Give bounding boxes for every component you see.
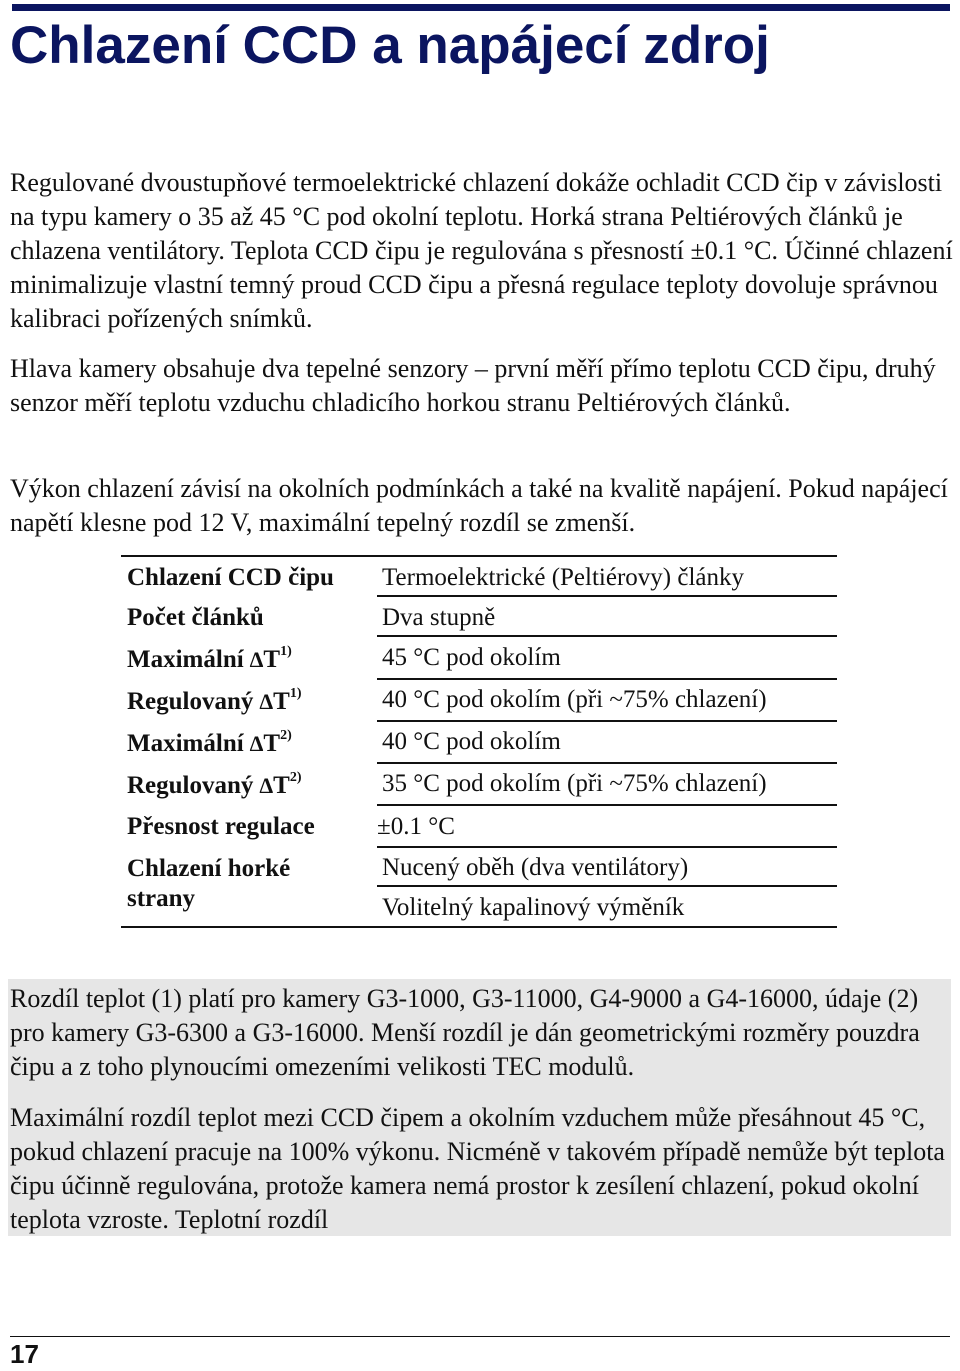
row-rule xyxy=(377,846,837,848)
label-text: Maximální xyxy=(127,730,250,757)
spec-value-accuracy: ±0.1 °C xyxy=(377,813,455,840)
spec-value-hot-side-liquid: Volitelný kapalinový výměník xyxy=(382,894,685,921)
row-rule xyxy=(377,635,837,637)
max-difference-paragraph: Maximální rozdíl teplot mezi CCD čipem a okolním vzduchem může přesáhnout 45 °C, pokud chlazení pracuje na 100% výkonu. Nicméně v takovém případě nemůže být teplota čipu účinně regulována, protože kamera nemá prostor k zesílení chlazení, pokud okolní teplota vzroste. Teplotní rozdíl xyxy=(10,1103,945,1234)
row-rule xyxy=(377,678,837,680)
temperature-symbol: T xyxy=(263,646,281,673)
footnote-mark: 2) xyxy=(280,728,292,743)
footnote-mark: 1) xyxy=(280,644,292,659)
footnote-box xyxy=(8,979,951,1236)
table-bottom-rule xyxy=(121,926,837,928)
footnote-mark: 1) xyxy=(289,686,302,701)
label-text: Regulovaný xyxy=(127,772,260,799)
label-text: Regulovaný xyxy=(127,688,260,715)
footer-rule xyxy=(10,1336,950,1337)
power-paragraph: Výkon chlazení závisí na okolních podmínkách a také na kvalitě napájení. Pokud napájecí napětí klesne pod 12 V, maximální tepelný rozdíl se zmenší. xyxy=(10,474,948,537)
row-rule xyxy=(377,804,837,806)
spec-label-stages: Počet článků xyxy=(127,604,264,631)
page-number: 17 xyxy=(10,1339,39,1369)
delta-symbol: ∆ xyxy=(259,689,274,714)
spec-label-max-dt1 xyxy=(127,645,292,675)
intro-paragraph: Regulované dvoustupňové termoelektrické chlazení dokáže ochladit CCD čip v závislosti na typu kamery o 35 až 45 °C pod okolní teplotu. Horká strana Peltiérových článků je chlazena ventilátory. Teplota CCD čipu je regulována s přesností ±0.1 °C. Účinné chlazení minimalizuje vlastní temný proud CCD čipu a přesná regulace teploty dovoluje správnou kalibraci pořízených snímků. xyxy=(10,168,953,333)
header-rule xyxy=(12,4,950,11)
spec-value-reg-dt1: 40 °C pod okolím (při ~75% chlazení) xyxy=(382,686,767,713)
spec-label-accuracy: Přesnost regulace xyxy=(127,813,315,840)
footnote-paragraph: Rozdíl teplot (1) platí pro kamery G3-1000, G3-11000, G4-9000 a G4-16000, údaje (2) pro kamery G3-6300 a G3-16000. Menší rozdíl je dán geometrickými rozměry pouzdra čipu a z toho plynoucími omezeními velikosti TEC modulů. xyxy=(10,984,920,1081)
temperature-symbol: T xyxy=(273,772,290,799)
delta-symbol: ∆ xyxy=(249,731,264,756)
delta-symbol: ∆ xyxy=(249,647,264,672)
spec-label-reg-dt1 xyxy=(127,687,301,717)
temperature-symbol: T xyxy=(263,730,281,757)
page-title: Chlazení CCD a napájecí zdroj xyxy=(10,16,770,75)
spec-value-hot-side-fans: Nucený oběh (dva ventilátory) xyxy=(382,854,689,881)
spec-value-max-dt1: 45 °C pod okolím xyxy=(382,644,561,671)
sensors-paragraph: Hlava kamery obsahuje dva tepelné senzory – první měří přímo teplotu CCD čipu, druhý senzor měří teplotu vzduchu chladicího horkou stranu Peltiérových článků. xyxy=(10,354,936,417)
spec-label-hot-side-line2: strany xyxy=(127,885,196,912)
spec-value-reg-dt2: 35 °C pod okolím (při ~75% chlazení) xyxy=(382,770,767,797)
row-rule xyxy=(377,885,837,887)
spec-label-reg-dt2 xyxy=(127,771,301,801)
delta-symbol: ∆ xyxy=(259,773,274,798)
spec-value-stages: Dva stupně xyxy=(382,604,496,631)
footnote-mark: 2) xyxy=(289,770,302,785)
temperature-symbol: T xyxy=(273,688,290,715)
row-rule xyxy=(377,762,837,764)
spec-label-max-dt2 xyxy=(127,729,292,759)
spec-label-cooling: Chlazení CCD čipu xyxy=(127,564,334,591)
spec-label-hot-side: Chlazení horké xyxy=(127,855,291,882)
spec-value-cooling: Termoelektrické (Peltiérovy) články xyxy=(382,564,744,591)
spec-value-max-dt2: 40 °C pod okolím xyxy=(382,728,561,755)
table-top-rule xyxy=(121,555,837,557)
row-rule xyxy=(377,720,837,722)
label-text: Maximální xyxy=(127,646,250,673)
row-rule xyxy=(377,595,837,597)
